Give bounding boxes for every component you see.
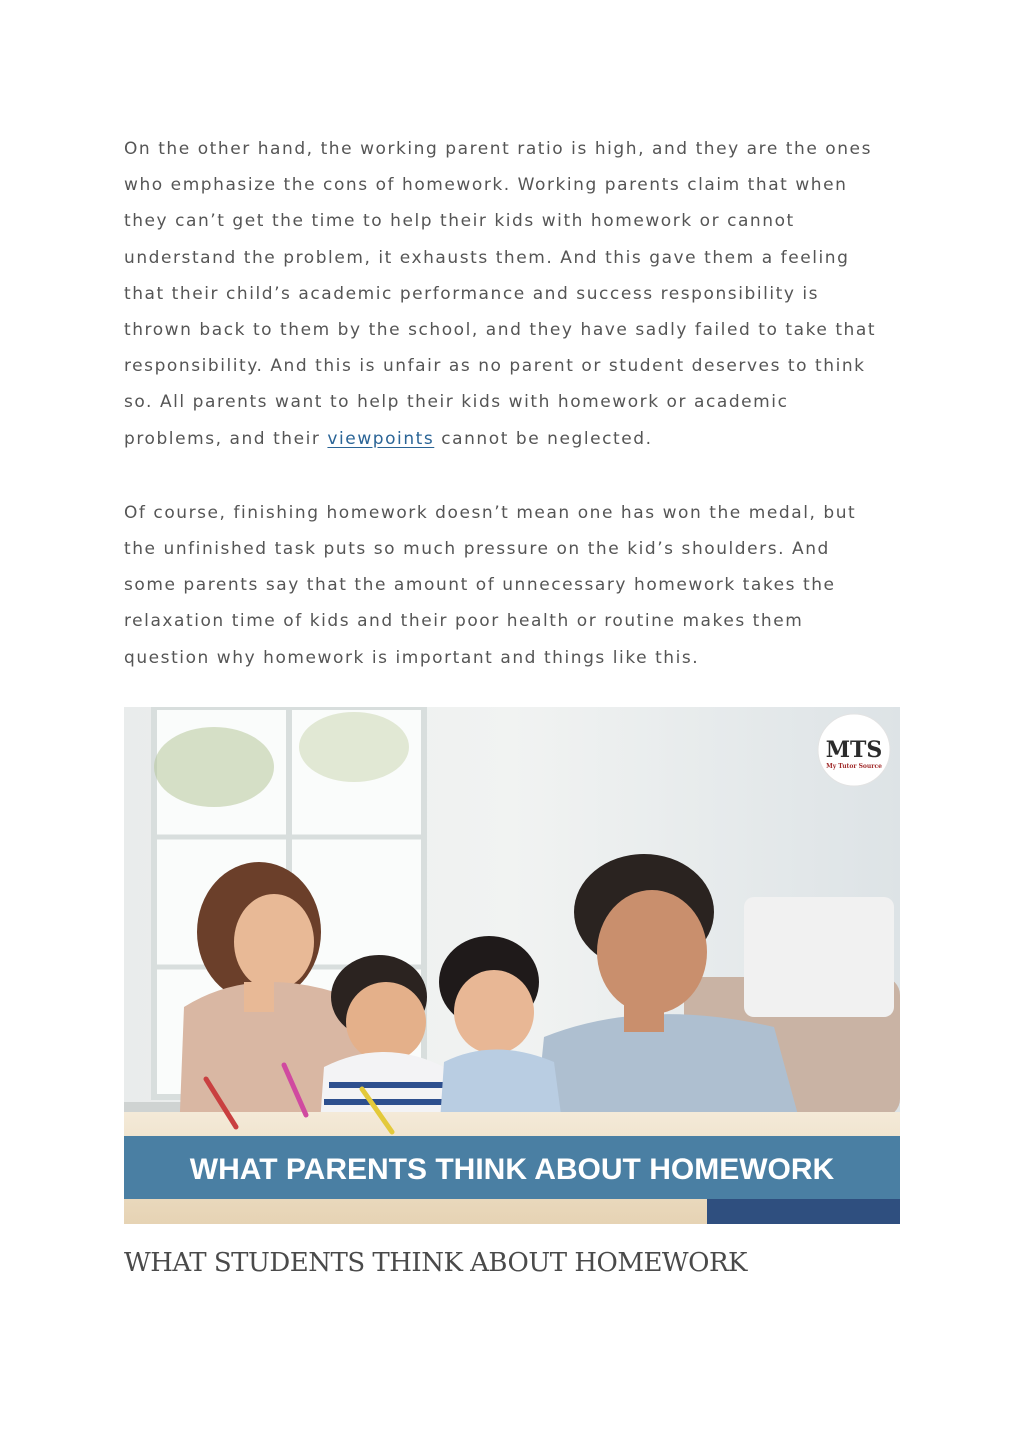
text-segment: cannot be neglected. <box>434 428 653 449</box>
svg-text:My Tutor Source: My Tutor Source <box>826 763 882 770</box>
text-segment: problems, and their <box>124 428 328 449</box>
viewpoints-link[interactable]: viewpoints <box>327 428 435 449</box>
text-line: responsibility. And this is unfair as no parent or student deserves to think <box>124 356 866 377</box>
text-line-with-link <box>124 421 900 457</box>
text-line: some parents say that the amount of unnecessary homework takes the <box>124 575 836 596</box>
text-line: that their child’s academic performance and success responsibility is <box>124 283 820 304</box>
family-homework-photo <box>124 707 900 1224</box>
section-heading: WHAT STUDENTS THINK ABOUT HOMEWORK <box>124 1248 747 1278</box>
text-line: On the other hand, the working parent ratio is high, and they are the ones <box>124 139 872 159</box>
text-line: so. All parents want to help their kids with homework or academic <box>124 392 789 413</box>
svg-text:MTS: MTS <box>825 737 883 763</box>
text-line: understand the problem, it exhausts them. And this gave them a feeling <box>124 247 850 268</box>
article-body <box>124 131 900 676</box>
paragraph-unfinished-task <box>124 495 900 676</box>
banner-text: WHAT PARENTS THINK ABOUT HOMEWORK <box>189 1153 835 1186</box>
text-line: they can’t get the time to help their kids with homework or cannot <box>124 211 795 232</box>
text-line: who emphasize the cons of homework. Working parents claim that when <box>124 175 848 196</box>
text-line: question why homework is important and things like this. <box>124 647 700 668</box>
text-line: Of course, finishing homework doesn’t mean one has won the medal, but <box>124 502 857 523</box>
text-line: the unfinished task puts so much pressure on the kid’s shoulders. And <box>124 539 830 560</box>
text-line: relaxation time of kids and their poor health or routine makes them <box>124 611 804 632</box>
paragraph-working-parents <box>124 131 900 457</box>
text-line: thrown back to them by the school, and they have sadly failed to take that <box>124 320 877 341</box>
mts-logo <box>818 714 890 786</box>
